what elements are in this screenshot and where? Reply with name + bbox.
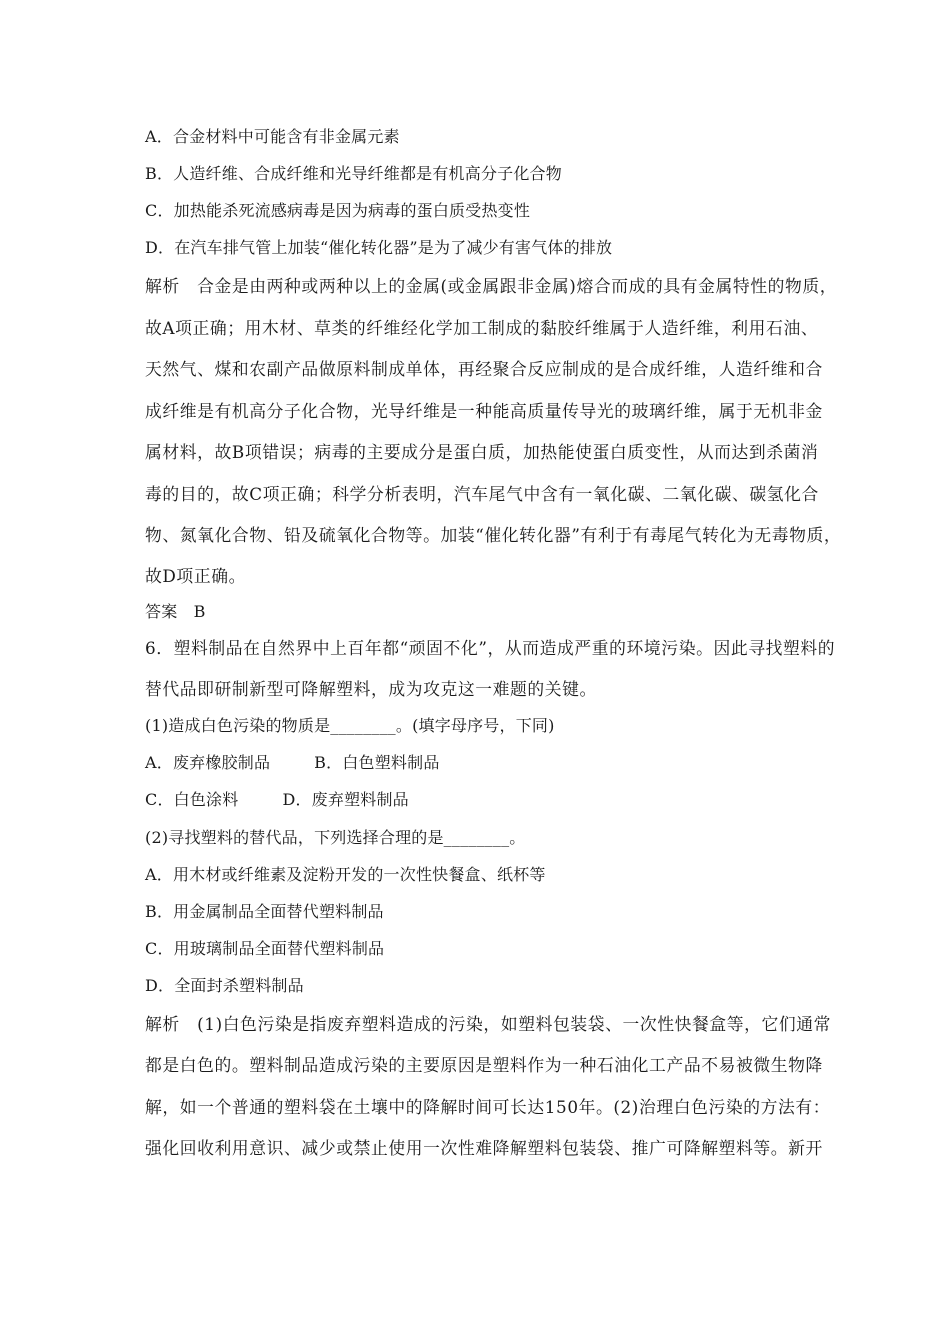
analysis-line: 成纤维是有机高分子化合物，光导纤维是一种能高质量传导光的玻璃纤维，属于无机非金	[145, 401, 823, 421]
analysis-line: 故D项正确。	[145, 566, 246, 586]
analysis-line: 物、氮氧化合物、铅及硫氧化合物等。加装“催化转化器”有利于有毒尾气转化为无毒物质，	[145, 525, 842, 545]
part1-options-row	[145, 789, 409, 811]
option-d: D．在汽车排气管上加装“催化转化器”是为了减少有害气体的排放	[145, 238, 613, 257]
analysis-line: 天然气、煤和农副产品做原料制成单体，再经聚合反应制成的是合成纤维，人造纤维和合	[145, 359, 823, 379]
part2-option-b: B．用金属制品全面替代塑料制品	[145, 902, 384, 921]
analysis-line: 解析 (1)白色污染是指废弃塑料造成的污染，如塑料包装袋、一次性快餐盒等，它们通常	[145, 1014, 832, 1034]
analysis-line: 毒的目的，故C项正确；科学分析表明，汽车尾气中含有一氧化碳、二氧化碳、碳氢化合	[145, 484, 819, 504]
answer-line: 答案 B	[145, 602, 206, 621]
part1-option-c: C．白色涂料	[145, 790, 239, 809]
analysis-line: 强化回收利用意识、减少或禁止使用一次性难降解塑料包装袋、推广可降解塑料等。新开	[145, 1138, 823, 1158]
analysis-line: 都是白色的。塑料制品造成污染的主要原因是塑料作为一种石油化工产品不易被微生物降	[145, 1055, 823, 1075]
part2-prompt: (2)寻找塑料的替代品，下列选择合理的是________。	[145, 828, 526, 847]
option-b: B．人造纤维、合成纤维和光导纤维都是有机高分子化合物	[145, 164, 562, 183]
analysis-line: 解，如一个普通的塑料袋在土壤中的降解时间可长达150年。(2)治理白色污染的方法有：	[145, 1097, 831, 1117]
question-stem: 替代品即研制新型可降解塑料，成为攻克这一难题的关键。	[145, 679, 597, 699]
part1-option-a: A．废弃橡胶制品	[145, 753, 271, 772]
part1-prompt: (1)造成白色污染的物质是________。(填字母序号，下同)	[145, 716, 555, 735]
analysis-line: 属材料，故B项错误；病毒的主要成分是蛋白质，加热能使蛋白质变性，从而达到杀菌消	[145, 442, 819, 462]
part2-option-d: D．全面封杀塑料制品	[145, 976, 304, 995]
question-stem: 6．塑料制品在自然界中上百年都“顽固不化”，从而造成严重的环境污染。因此寻找塑料的	[145, 638, 836, 658]
option-a: A．合金材料中可能含有非金属元素	[145, 127, 400, 146]
part1-option-d: D．废弃塑料制品	[282, 790, 409, 809]
analysis-line: 解析 合金是由两种或两种以上的金属(或金属跟非金属)熔合而成的具有金属特性的物质，	[145, 276, 838, 296]
part1-option-b: B．白色塑料制品	[314, 753, 440, 772]
analysis-line: 故A项正确；用木材、草类的纤维经化学加工制成的黏胶纤维属于人造纤维，利用石油、	[145, 318, 819, 338]
option-c: C．加热能杀死流感病毒是因为病毒的蛋白质受热变性	[145, 201, 531, 220]
part2-option-c: C．用玻璃制品全面替代塑料制品	[145, 939, 385, 958]
part1-options-row	[145, 752, 440, 774]
part2-option-a: A．用木材或纤维素及淀粉开发的一次性快餐盒、纸杯等	[145, 865, 546, 884]
